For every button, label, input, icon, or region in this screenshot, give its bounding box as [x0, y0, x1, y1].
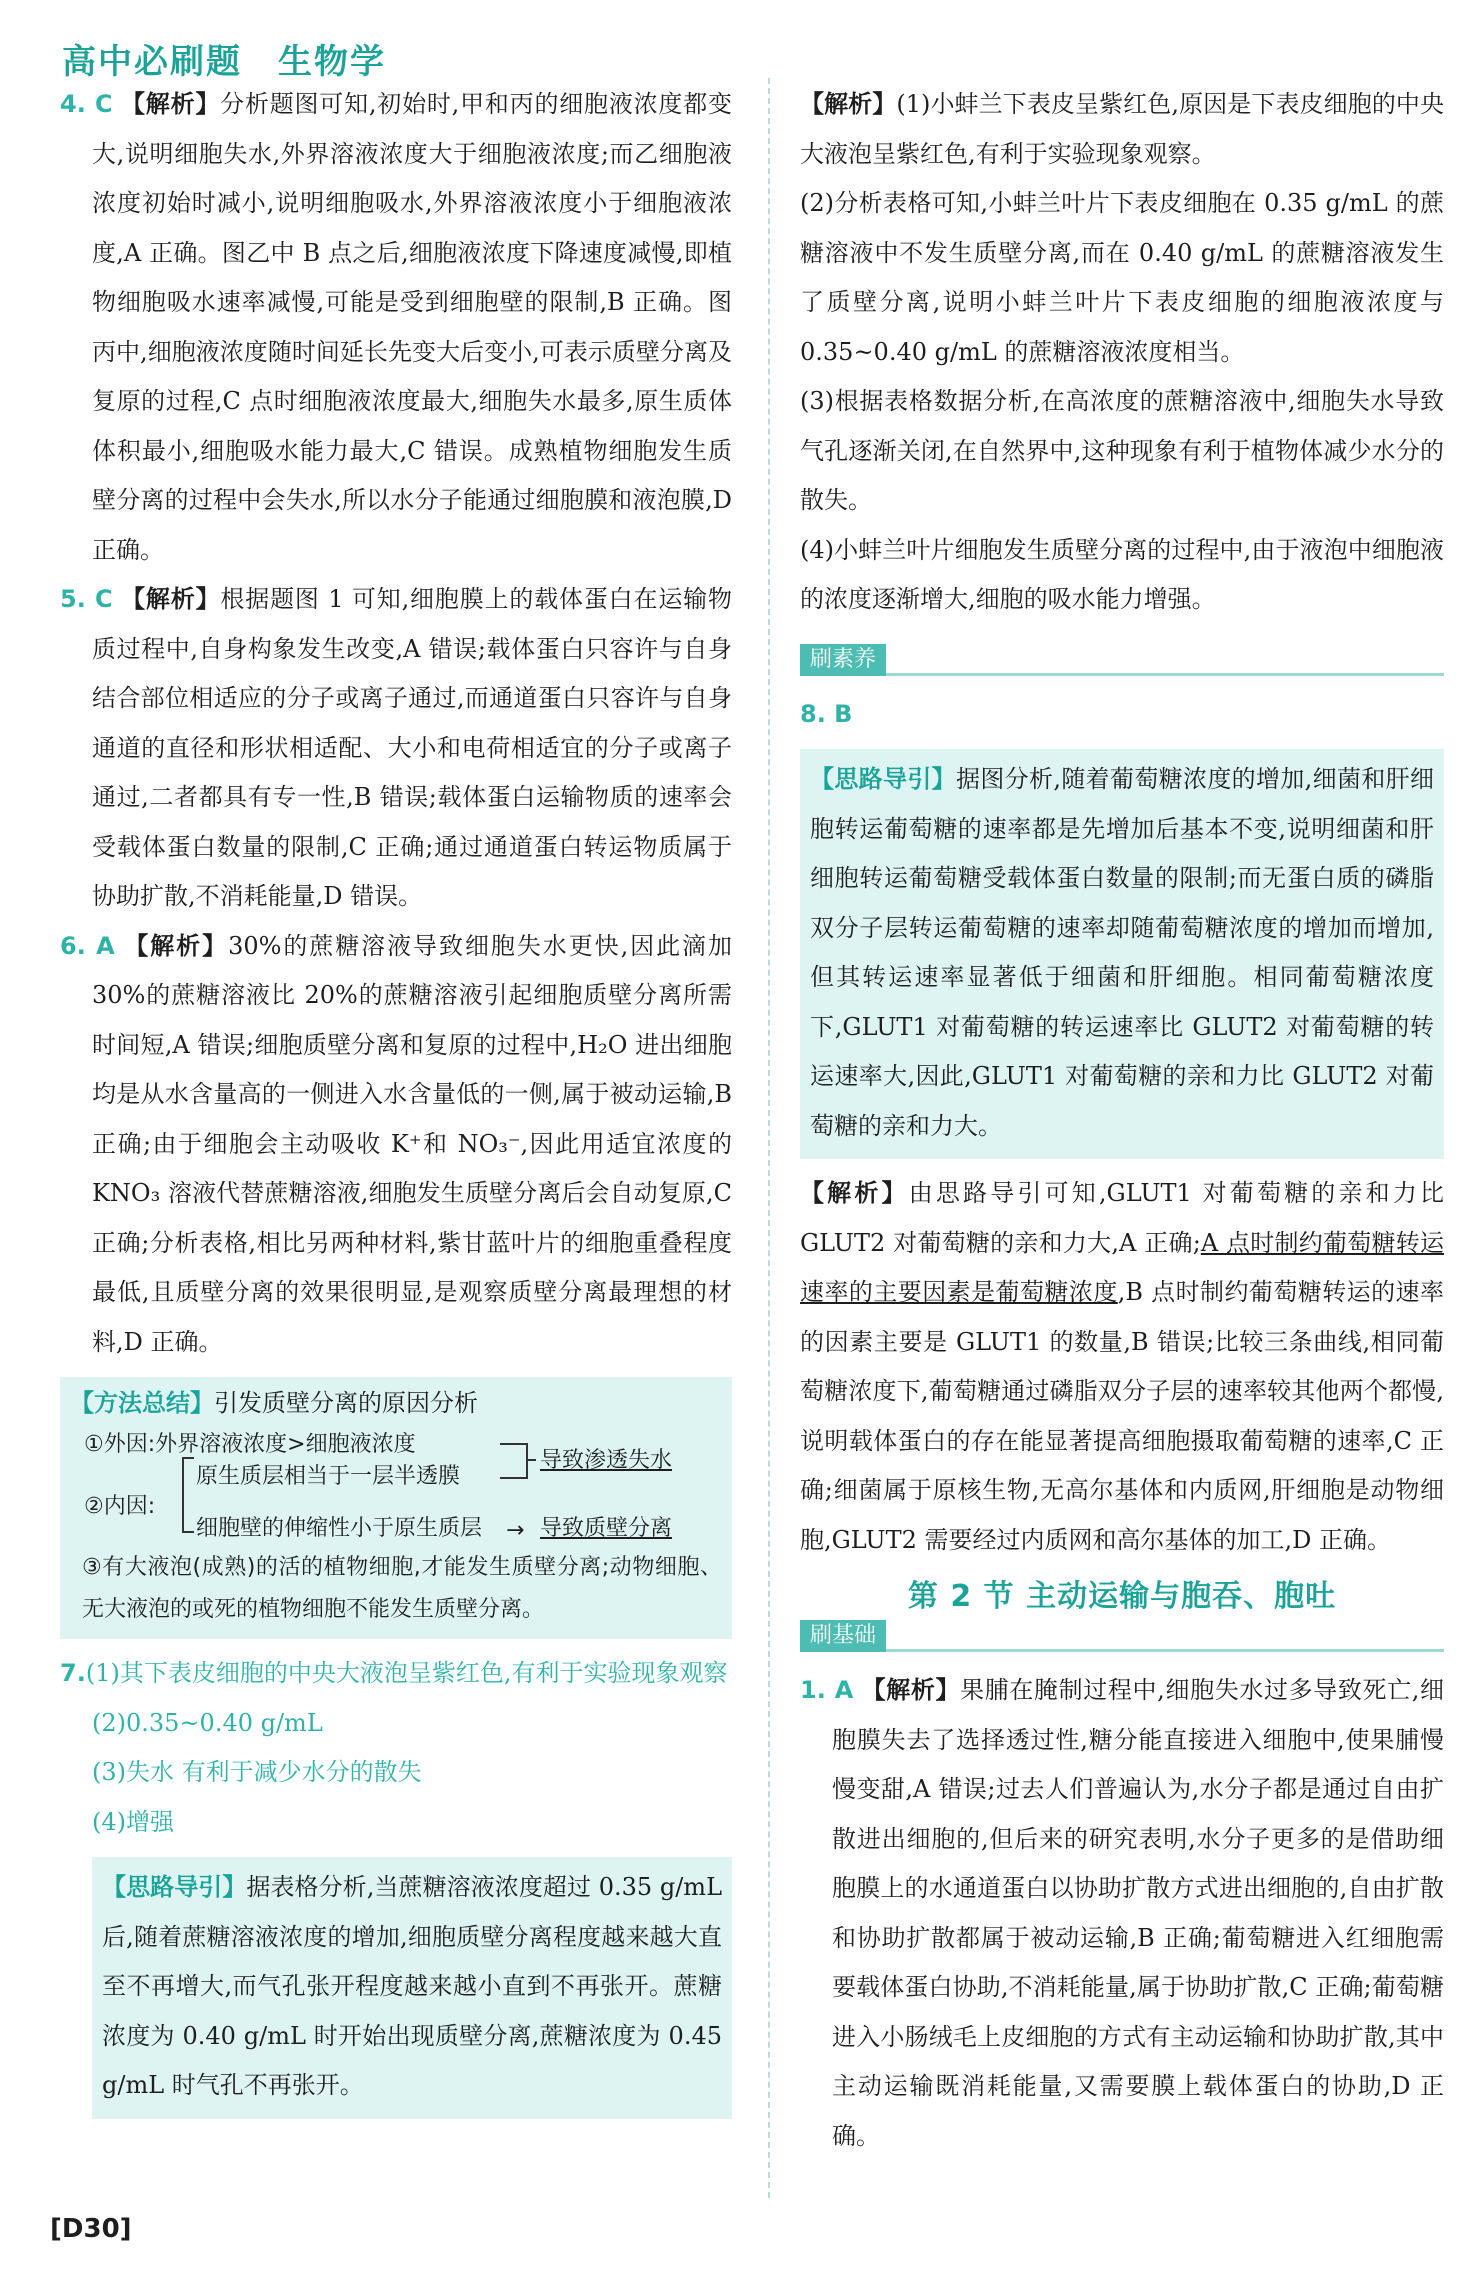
question-6: [60, 922, 732, 1368]
internal-cause-1: 原生质层相当于一层半透膜: [196, 1464, 461, 1489]
answer-1-text: (1)其下表皮细胞的中央大液泡呈紫红色,有利于实验现象观察: [85, 1659, 728, 1687]
thinking-guide-box: [92, 1857, 732, 2119]
page-number: [D30]: [50, 2214, 132, 2244]
thinking-guide-label: 【思路导引】: [102, 1873, 247, 1901]
section-label: 刷基础: [800, 1620, 886, 1652]
cause-diagram: [70, 1423, 722, 1547]
analysis-p1: (1)小蚌兰下表皮呈紫红色,原因是下表皮细胞的中央大液泡呈紫红色,有利于实验现象观察。: [800, 90, 1445, 168]
question-number: 4. C: [60, 90, 113, 118]
subject-title: 生物学: [278, 42, 386, 82]
question-number: 6. A: [60, 931, 115, 960]
answer-4: (4)增强: [92, 1807, 174, 1836]
answer-3: (3)失水 有利于减少水分的散失: [92, 1758, 422, 1786]
internal-bracket: [182, 1457, 194, 1533]
chapter-title: 第 2 节 主动运输与胞吞、胞吐: [907, 1579, 1337, 1614]
internal-cause-label: ②内因:: [84, 1494, 156, 1519]
thinking-guide-box: [800, 749, 1444, 1159]
analysis-tag: 【解析】: [124, 931, 229, 960]
question-number: 8. B: [800, 699, 853, 728]
page-number-text: D30: [61, 2214, 120, 2244]
q7-analysis: [800, 80, 1444, 625]
analysis-tag: 【解析】: [121, 90, 221, 118]
thinking-guide-label: 【思路导引】: [810, 765, 957, 793]
analysis-tag: 【解析】: [121, 585, 221, 613]
left-column: [60, 80, 732, 2129]
thinking-guide-text: 据图分析,随着葡萄糖浓度的增加,细菌和肝细胞转运葡萄糖的速率都是先增加后基本不变,说明细菌和肝细胞转运葡萄糖受载体蛋白数量的限制;而无蛋白质的磷脂双分子层转运葡萄糖的速率却随葡萄糖浓度的增加而增加,但其转运速率显著低于细菌和肝细胞。相同葡萄糖浓度下,GLUT1 对葡萄糖的转运速率比 GLUT2 对葡萄糖的转运速率大,因此,GLUT1 对葡萄糖的亲和力比 GLUT2 对葡萄糖的亲和力大。: [810, 765, 1434, 1140]
question-number: 7.: [60, 1659, 86, 1687]
question-5: [60, 575, 732, 922]
method-summary-title: 引发质壁分离的原因分析: [214, 1389, 478, 1417]
method-summary-box: [60, 1377, 732, 1639]
question-number: 1. A: [800, 1676, 854, 1704]
section-bar-suyang: [800, 643, 1444, 676]
analysis-tag: 【解析】: [800, 1179, 909, 1207]
section-bar-jichu: [800, 1619, 1444, 1652]
analysis-text: 根据题图 1 可知,细胞膜上的载体蛋白在运输物质过程中,自身构象发生改变,A 错误;载体蛋白只容许与自身结合部位相适应的分子或离子通过,而通道蛋白只容许与自身通道的直径和形状相适配、大小和电荷相适宜的分子或离子通过,二者都具有专一性,B 错误;载体蛋白运输物质的速率会受载体蛋白数量的限制,C 正确;通过通道蛋白转运物质属于协助扩散,不消耗能量,D 错误。: [92, 585, 733, 910]
analysis-text-b: A 点时制约葡萄糖转运速率的主要因素是葡萄糖浓度: [800, 1228, 1444, 1306]
connector-arrow: [526, 1459, 536, 1461]
analysis-p4: (4)小蚌兰叶片细胞发生质壁分离的过程中,由于液泡中细胞液的浓度逐渐增大,细胞的吸水能力增强。: [800, 535, 1444, 613]
analysis-tag: 【解析】: [861, 1676, 961, 1704]
analysis-text-a: 由思路导引可知,GLUT1 对葡萄糖的亲和力比 GLUT2 对葡萄糖的亲和力大,A 正确;: [800, 1179, 1444, 1257]
analysis-tag: 【解析】: [800, 90, 897, 118]
question-8: [800, 690, 1444, 1566]
question-1: [800, 1666, 1444, 2161]
answer-1: [60, 1649, 732, 1699]
external-cause: ①外因:外界溶液浓度>细胞液浓度: [84, 1432, 416, 1457]
page-header: [62, 34, 422, 83]
series-title: 高中必刷题: [62, 42, 242, 82]
question-number: 5. C: [60, 585, 113, 613]
arrow-icon: →: [506, 1518, 525, 1543]
answer-2: (2)0.35~0.40 g/mL: [92, 1708, 323, 1737]
thinking-guide-text: 据表格分析,当蔗糖溶液浓度超过 0.35 g/mL 后,随着蔗糖溶液浓度的增加,细胞质壁分离程度越来越大直至不再增大,而气孔张开程度越来越小直到不再张开。蔗糖浓度为 0.40 g/mL 时开始出现质壁分离,蔗糖浓度为 0.45 g/mL 时气孔不再张开。: [102, 1873, 723, 2099]
result-osmotic-loss: 导致渗透失水: [540, 1448, 673, 1473]
column-divider: [768, 78, 770, 2198]
analysis-text: 30%的蔗糖溶液导致细胞失水更快,因此滴加30%的蔗糖溶液比 20%的蔗糖溶液引起细胞质壁分离所需时间短,A 错误;细胞质壁分离和复原的过程中,H₂O 进出细胞均是从水含量高的一侧进入水含量低的一侧,属于被动运输,B 正确;由于细胞会主动吸收 K⁺和 NO₃⁻,因此用适宜浓度的 KNO₃ 溶液代替蔗糖溶液,细胞发生质壁分离后会自动复原,C 正确;分析表格,相比另两种材料,紫甘蓝叶片的细胞重叠程度最低,且质壁分离的效果很明显,是观察质壁分离最理想的材料,D 正确。: [92, 931, 733, 1356]
analysis-text: 分析题图可知,初始时,甲和丙的细胞液浓度都变大,说明细胞失水,外界溶液浓度大于细胞液浓度;而乙细胞液浓度初始时减小,说明细胞吸水,外界溶液浓度小于细胞液浓度,A 正确。图乙中 B 点之后,细胞液浓度下降速度减慢,即植物细胞吸水速率减慢,可能是受到细胞壁的限制,B 正确。图丙中,细胞液浓度随时间延长先变大后变小,可表示质壁分离及复原的过程,C 点时细胞液浓度最大,细胞失水最多,原生质体体积最小,细胞吸水能力最大,C 错误。成熟植物细胞发生质壁分离的过程中会失水,所以水分子能通过细胞膜和液泡膜,D 正确。: [92, 90, 732, 564]
analysis-text-c: ,B 点时制约葡萄糖转运的速率的因素主要是 GLUT1 的数量,B 错误;比较三条曲线,相同葡萄糖浓度下,葡萄糖通过磷脂双分子层的速率较其他两个都慢,说明载体蛋白的存在能显著提高细胞摄取葡萄糖的速率,C 正确;细菌属于原核生物,无高尔基体和内质网,肝细胞是动物细胞,GLUT2 需要经过内质网和高尔基体的加工,D 正确。: [800, 1278, 1444, 1554]
right-column: [800, 80, 1444, 2161]
analysis-text: 果脯在腌制过程中,细胞失水过多导致死亡,细胞膜失去了选择透过性,糖分能直接进入细胞中,使果脯慢慢变甜,A 错误;过去人们普遍认为,水分子都是通过自由扩散进出细胞的,但后来的研究表明,水分子更多的是借助细胞膜上的水通道蛋白以协助扩散方式进出细胞的,自由扩散和协助扩散都属于被动运输,B 正确;葡萄糖进入红细胞需要载体蛋白协助,不消耗能量,属于协助扩散,C 正确;葡萄糖进入小肠绒毛上皮细胞的方式有主动运输和协助扩散,其中主动运输既消耗能量,又需要膜上载体蛋白的协助,D 正确。: [832, 1676, 1444, 2150]
result-plasmolysis: 导致质壁分离: [540, 1516, 673, 1541]
analysis-p2: (2)分析表格可知,小蚌兰叶片下表皮细胞在 0.35 g/mL 的蔗糖溶液中不发生质壁分离,而在 0.40 g/mL 的蔗糖溶液发生了质壁分离,说明小蚌兰叶片下表皮细胞的细胞液浓度与 0.35~0.40 g/mL 的蔗糖溶液浓度相当。: [800, 189, 1444, 366]
internal-cause-2: 细胞壁的伸缩性小于原生质层: [196, 1516, 483, 1541]
method-summary-label: 【方法总结】: [70, 1389, 214, 1417]
connector-bracket: [500, 1443, 528, 1479]
section-label: 刷素养: [800, 644, 886, 676]
method-note: ③有大液泡(成熟)的活的植物细胞,才能发生质壁分离;动物细胞、无大液泡的或死的植物细胞不能发生质壁分离。: [82, 1555, 722, 1622]
analysis-p3: (3)根据表格数据分析,在高浓度的蔗糖溶液中,细胞失水导致气孔逐渐关闭,在自然界中,这种现象有利于植物体减少水分的散失。: [800, 387, 1444, 514]
question-4: [60, 80, 732, 575]
question-7: [60, 1649, 732, 2119]
